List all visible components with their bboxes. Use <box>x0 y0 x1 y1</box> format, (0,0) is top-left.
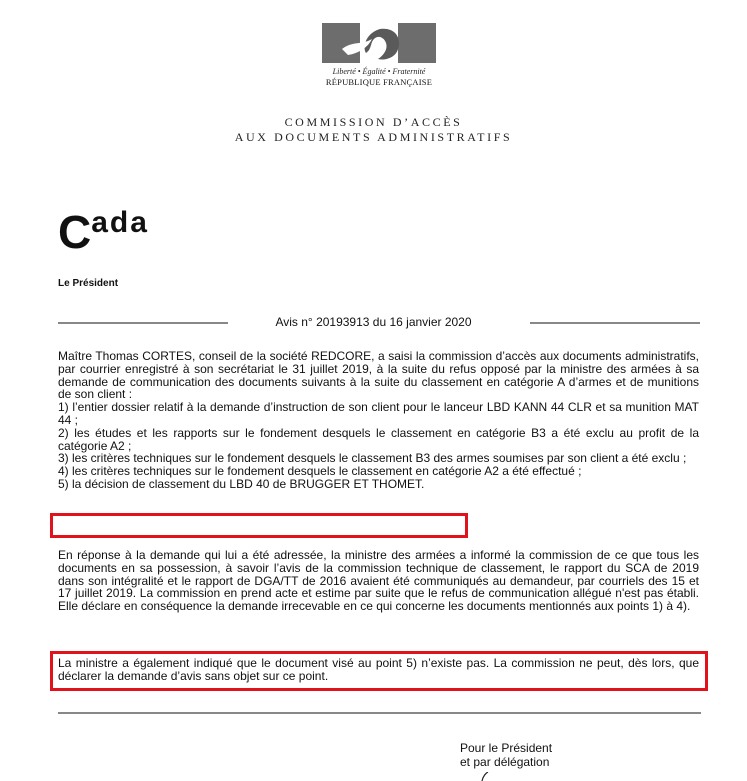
highlight-box-item-5 <box>50 513 468 538</box>
commission-title-line1: COMMISSION D’ACCÈS <box>284 115 463 129</box>
signature-stroke-icon <box>480 772 492 781</box>
request-item-3: 3) les critères techniques sur le fondement desquels le classement B3 des armes soumises par son client a été exclu ; <box>58 451 687 466</box>
request-item-1: 1) l’entier dossier relatif à la demande d’instruction de son client pour le lanceur LBD KANN 44 CLR et sa munition MAT 44 ; <box>58 400 699 427</box>
commission-title-line2: AUX DOCUMENTS ADMINISTRATIFS <box>234 130 513 144</box>
conclusion-paragraph: La ministre a également indiqué que le document visé au point 5) n’existe pas. La commission ne peut, dès lors, que déclarer la demande d’avis sans objet sur ce point. <box>58 656 699 683</box>
republic-name: RÉPUBLIQUE FRANÇAISE <box>325 77 433 87</box>
president-label: Le Président <box>58 278 119 289</box>
response-paragraph: En réponse à la demande qui lui a été adressée, la ministre des armées a informé la commission de ce que tous les documents en sa possession, à savoir l’avis de la commission technique de classement, le rapport du SCA de 2019 dans son intégralité et le rapport de DGA/TT de 2016 avaient été communiqués au demandeur, par courriels des 15 et 17 juillet 2019. La commission en prend acte et estime par suite que le refus de communication allégué n'est pas établi. Elle déclare en conséquence la demande irrecevable en ce qui concerne les documents mentionnés aux points 1) à 4). <box>58 548 699 614</box>
avis-title: Avis n° 20193913 du 16 janvier 2020 <box>275 315 472 329</box>
republique-francaise-logo <box>321 23 437 87</box>
request-item-5: 5) la décision de classement du LBD 40 de BRUGGER ET THOMET. <box>58 476 425 491</box>
bottom-rule <box>58 712 701 714</box>
signature-line1: Pour le Président <box>460 741 553 755</box>
cada-initial: C <box>58 206 92 258</box>
signature-line2: et par délégation <box>460 755 550 769</box>
republic-motto: Liberté • Égalité • Fraternité <box>332 67 426 76</box>
request-paragraph <box>58 350 699 491</box>
request-item-2: 2) les études et les rapports sur le fondement desquels le classement en catégorie B3 a été exclu au profit de la catégorie A2 ; <box>58 425 699 453</box>
cada-rest: ada <box>91 206 149 239</box>
request-intro: Maître Thomas CORTES, conseil de la société REDCORE, a saisi la commission d’accès aux documents administratifs, par courrier enregistré à son secrétariat le 31 juillet 2019, à la suite du refus opposé par la ministre des armées à sa demande de communication des documents suivants à la suite du classement en catégorie A d’armes et de munitions de son client : <box>58 349 699 402</box>
request-item-4: 4) les critères techniques sur le fondement desquels le classement en catégorie A2 a été effectué ; <box>58 464 582 479</box>
cada-brand <box>58 205 149 259</box>
marianne-emblem <box>322 23 436 63</box>
avis-rule-right <box>530 322 700 324</box>
signature-block <box>460 741 552 769</box>
highlight-box-conclusion <box>50 651 708 691</box>
